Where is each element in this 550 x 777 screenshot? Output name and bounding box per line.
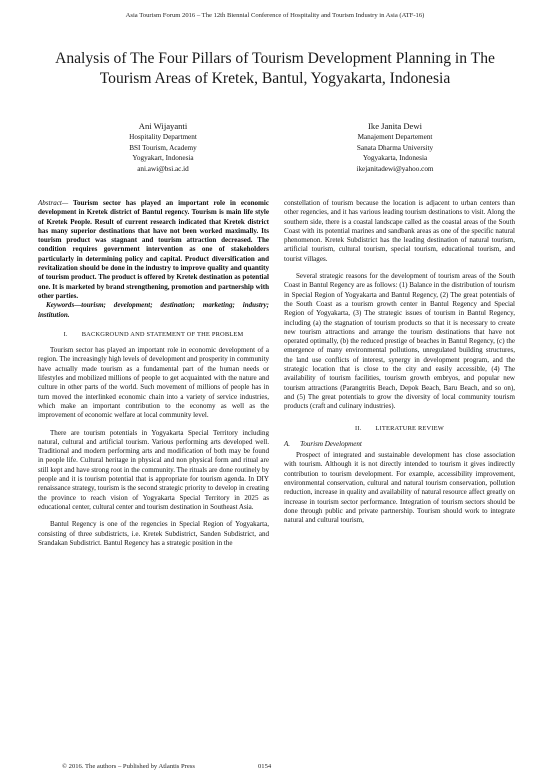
body-paragraph: There are tourism potentials in Yogyakarta Special Territory including natural, cultural and artificial tourism. Various performing arts developed well. Traditional and modern performing arts and modification of both may be found in people life. Cultural heritage in physical and non physical form and ritual are still kept and have strong root in the community. The rituals are done routinely by people and it is tourism potential that is appropriate for tourism agenda. In DIY renaissance strategy, tourism is the second strategic priority to develop in creating the province to reach vision of Yogyakarta Special Territory in 2025 as educational center, cultural center and tourism destination in Southeast Asia. (38, 428, 269, 511)
author-department: Hospitality Department (129, 133, 197, 142)
author-organization: Sanata Dharma University (356, 143, 434, 152)
subsection-heading-a (284, 440, 515, 449)
abstract-text: Tourism sector has played an important role in economic development in Kretek district of Bantul regency. Tourism is main life style of Kretek People. Result of current research indicated that Kretek district has many superior destinations that have not been worked maximally. Its tourism product was stagnant and tourism attraction decreased. The condition requires government intervention as one of stakeholders particularly in determining policy and capital. Product diversification and revitalization should be done in the industry to improve quality and quantity of tourism product. The product is offered by Kretek destination as potential one. It is marketed by brand strengthening, promotion and partnership with other parties. (38, 199, 270, 300)
author-email[interactable]: ikejanitadewi@yahoo.com (356, 164, 434, 173)
body-paragraph: Several strategic reasons for the development of tourism areas of the South Coast in Bantul Regency are as follows: (1) Balance in the distribution of tourism in Special Region of Yogyakarta and Bantul Regency, (2) The great potentials of the South Coast as a tourism growth center in Bantul Regency and Special Region of Yogyakarta, (3) The strategic issues of tourism in Bantul Regency, including (a) the stagnation of tourism products so that it is necessary to create new tourism attractions and arrange the tourism destinations that have not operated optimally, (b) the reduced prestige of beaches in Bantul Regency, (c) the emergence of many environmental pollutions, unregulated building structures, the land use conflicts of interest, synergy in development program, and the strategic location that is close to the city and easily accessible, (4) The availability of tourism facilities, tourism growth embryos, and popular new tourism attractions (Parangtritis Beach, Depok Beach, Baru Beach, and so on), and (5) The great potentials to grow the diversity of local community tourism products (craft and culinary industries). (284, 272, 515, 411)
author-department: Manajement Departement (357, 133, 433, 142)
running-head: Asia Tourism Forum 2016 – The 12th Biennial Conference of Hospitality and Tourism Industry in Asia (ATF-16) (125, 12, 425, 19)
paper-title: Analysis of The Four Pillars of Tourism Development Planning in The Tourism Areas of Kretek, Bantul, Yogyakarta, Indonesia (55, 50, 495, 87)
section-heading-2 (284, 424, 515, 433)
keywords: Keywords—tourism; development; destination; marketing; industry; institution. (38, 301, 269, 319)
section-title: LITERATURE REVIEW (375, 424, 444, 432)
abstract-lead: Abstract— (38, 199, 69, 207)
author-block-2 (295, 121, 495, 174)
body-paragraph: constellation of tourism because the location is adjacent to urban centers than other regencies, and it has various leading tourism destinations to visit. Along the southern side, there is a coastal landscape called as the coastal areas of the South Coast with its potential marines and sandbank areas as one of the specific natural phenomenon. Kretek Subdistrict has the leading destination of natural tourism, artificial tourism, cultural tourism, special tourism, educational tourism, and tourist villages. (284, 199, 515, 263)
author-email[interactable]: ani.awi@bsi.ac.id (137, 164, 189, 173)
section-heading-1 (38, 330, 269, 339)
body-paragraph: Bantul Regency is one of the regencies in Special Region of Yogyakarta, consisting of three subdistricts, i.e. Kretek Subdistrict, Sanden Subdistrict, and Srandakan Subdistrict. Bantul Regency has a strategic position in the (38, 520, 269, 547)
author-location: Yogyakart, Indonesia (132, 154, 194, 163)
body-paragraph: Prospect of integrated and sustainable development has close association with tourism. Although it is not directly intended to tourism it gives indirectly contribution to tourism development. For example, accessibility improvement, environmental conservation, cultural and natural tourism conservation, pollution reduction, increase in quality and availability of natural resource affect greatly on increase in tourism sector performance. Integration of tourism sectors should be done through public and private partnership. Tourism should work to integrate natural and cultural tourism, (284, 451, 515, 525)
author-organization: BSI Tourism, Academy (129, 143, 197, 152)
copyright-notice: © 2016. The authors – Published by Atlantis Press (62, 763, 195, 770)
author-name: Ani Wijayanti (138, 121, 188, 131)
section-number: II. (354, 424, 362, 432)
section-title: BACKGROUND AND STATEMENT OF THE PROBLEM (81, 330, 244, 338)
author-name: Ike Janita Dewi (368, 121, 422, 131)
left-column (38, 199, 269, 548)
abstract (38, 199, 269, 301)
section-number: I. (63, 330, 68, 338)
page-number: 0154 (258, 763, 272, 770)
subsection-title: Tourism Development (300, 439, 362, 448)
subsection-number: A. (284, 439, 291, 448)
author-block-1 (63, 121, 263, 174)
body-paragraph: Tourism sector has played an important role in economic development of a region. The increasingly high levels of development and prosperity in community have actually made tourism as a fundamental part of the human needs or lifestyles and mobilized millions of people to get acquainted with the nature and culture in other parts of the world. Such movement of millions of people has in turn moved the interlinked economic chain into a variety of service industries, which make an important contribution to the economy as well as the improvement of economic welfare at local community level. (38, 346, 269, 420)
right-column (284, 199, 515, 526)
author-location: Yogyakarta, Indonesia (362, 154, 428, 163)
